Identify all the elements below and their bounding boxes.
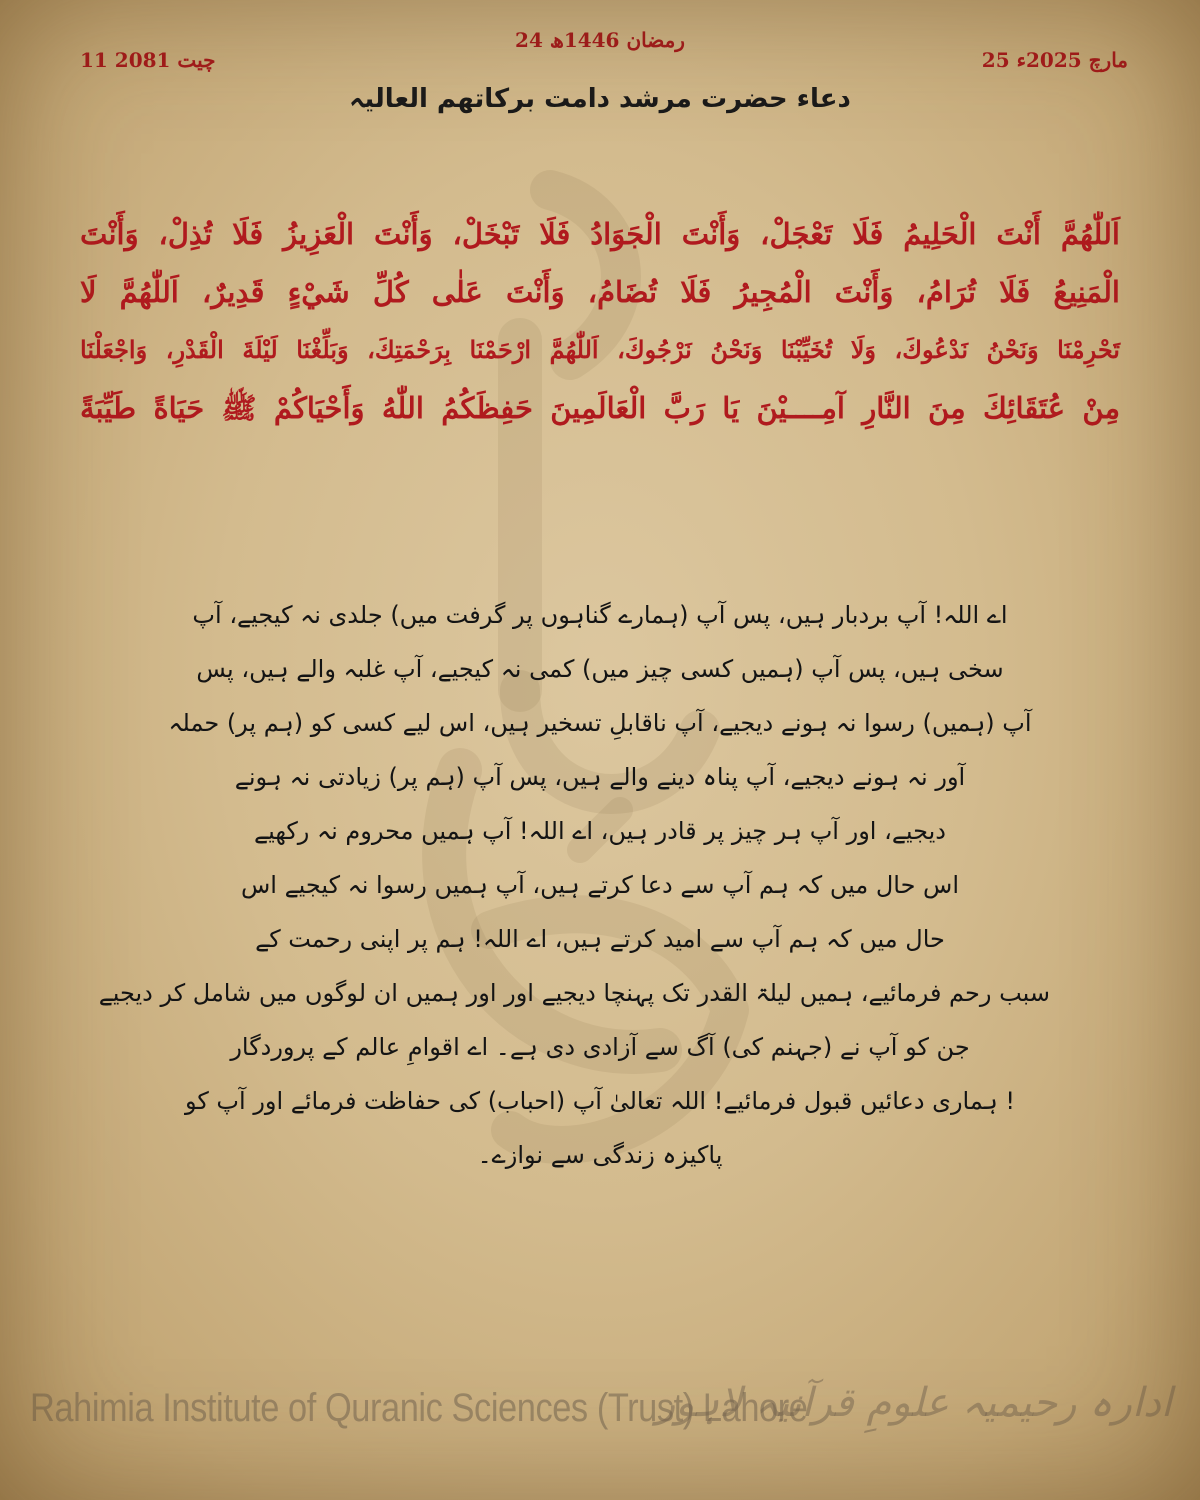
dua-title: دعاء حضرت مرشد دامت برکاتھم العالیہ — [349, 84, 851, 114]
urdu-line: آپ (ہمیں) رسوا نہ ہونے دیجیے، آپ ناقابلِ تسخیر ہیں، اس لیے کسی کو (ہم پر) حملہ — [168, 709, 1032, 737]
institute-name-english: Rahimia Institute of Quranic Sciences (Trust) Lahore — [30, 1386, 808, 1430]
urdu-translation — [98, 588, 1050, 1182]
urdu-line: ! ہماری دعائیں قبول فرمائیے! اللہ تعالیٰ آپ (احباب) کی حفاظت فرمائے اور آپ کو — [184, 1087, 1016, 1115]
urdu-line: سبب رحم فرمائیے، ہمیں لیلۃ القدر تک پہنچا دیجیے اور اور ہمیں ان لوگوں میں شامل کر دیجیے — [98, 979, 1050, 1007]
urdu-line: اس حال میں کہ ہم آپ سے دعا کرتے ہیں، آپ ہمیں رسوا نہ کیجیے اس — [240, 871, 959, 899]
institute-logo-urdu: ادارہ رحیمیہ علومِ قرآنیہ لاہور — [655, 1380, 1172, 1426]
urdu-line: دیجیے، اور آپ ہر چیز پر قادر ہیں، اے اللہ! آپ ہمیں محروم نہ رکھیے — [254, 817, 946, 845]
urdu-line: آور نہ ہونے دیجیے، آپ پناہ دینے والے ہیں، پس آپ (ہم پر) زیادتی نہ ہونے — [234, 763, 966, 791]
date-hijri: 24 رمضان 1446ھ — [515, 28, 685, 52]
urdu-line: اے اللہ! آپ بردبار ہیں، پس آپ (ہمارے گناہوں پر گرفت میں) جلدی نہ کیجیے، آپ — [192, 601, 1008, 629]
date-bikrami: 11 چیت 2081 — [80, 48, 216, 72]
arabic-line: تَحْرِمْنَا وَنَحْنُ نَدْعُوكَ، وَلَا تُخَيِّبْنَا وَنَحْنُ نَرْجُوكَ، اَللّٰهُمَّ ارْحَمْنَا بِرَحْمَتِكَ، وَبَلِّغْنَا لَيْلَةَ الْقَدْرِ، وَاجْعَلْنَا — [80, 335, 1120, 364]
date-gregorian: 25 مارچ 2025ء — [981, 48, 1128, 72]
urdu-line: حال میں کہ ہم آپ سے امید کرتے ہیں، اے اللہ! ہم پر اپنی رحمت کے — [255, 925, 945, 953]
arabic-line: الْمَنِيعُ فَلَا تُرَامُ، وَأَنْتَ الْمُجِيرُ فَلَا تُضَامُ، وَأَنْتَ عَلٰى كُلِّ شَيْءٍ قَدِيرٌ، اَللّٰهُمَّ لَا — [80, 275, 1120, 309]
urdu-line: سخی ہیں، پس آپ (ہمیں کسی چیز میں) کمی نہ کیجیے، آپ غلبہ والے ہیں، پس — [196, 655, 1004, 683]
urdu-line: پاکیزہ زندگی سے نوازے۔ — [477, 1141, 723, 1169]
arabic-line: اَللّٰهُمَّ أَنْتَ الْحَلِيمُ فَلَا تَعْجَلْ، وَأَنْتَ الْجَوَادُ فَلَا تَبْخَلْ، وَأَنْتَ الْعَزِيزُ فَلَا تُذِلْ، وَأَنْتَ — [80, 217, 1120, 251]
arabic-line: مِنْ عُتَقَائِكَ مِنَ النَّارِ آمِــــيْنَ يَا رَبَّ الْعَالَمِينَ حَفِظَكُمُ اللّٰهُ وَأَحْيَاكُمْ ﷺ حَيَاةً طَيِّبَةً — [80, 391, 1120, 425]
urdu-line: جن کو آپ نے (جہنم کی) آگ سے آزادی دی ہے۔ اے اقوامِ عالم کے پروردگار — [230, 1033, 970, 1061]
arabic-dua-text — [80, 205, 1120, 437]
